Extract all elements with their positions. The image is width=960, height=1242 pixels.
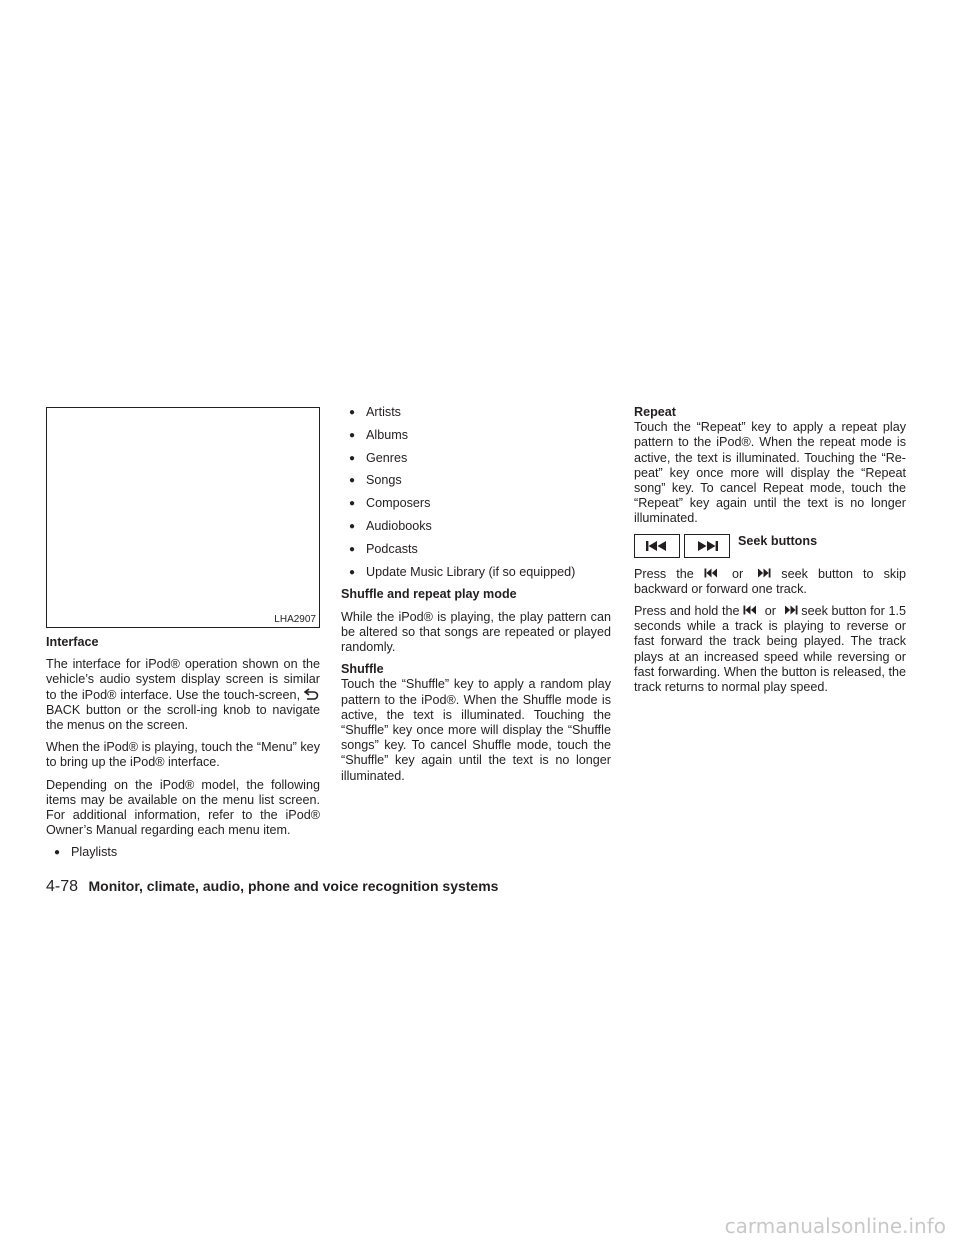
repeat-paragraph: Touch the “Repeat” key to apply a repeat play pattern to the iPod®. When the repeat mode is active, the text is illuminated. Touching the “Re-peat” key once more will display the “Repeat song” key. To cancel Repeat mode, touch the “Repeat” key again until the text is no longer illuminated. [634, 420, 906, 526]
menu-list-col1 [46, 845, 320, 860]
seek-back-icon [704, 568, 718, 578]
shuffle-repeat-paragraph: While the iPod® is playing, the play pattern can be altered so that songs are repeated or played randomly. [341, 609, 611, 654]
list-item: ● Composers [341, 496, 611, 511]
list-item: ● Albums [341, 428, 611, 443]
figure-label: LHA2907 [274, 614, 316, 625]
seek-buttons-label: Seek buttons [738, 534, 818, 549]
seek-forward-icon [757, 568, 771, 578]
seek-press-b: seek button to skip backward or forward one track. [634, 566, 907, 596]
repeat-heading: Repeat [634, 405, 676, 419]
seek-or-1: or [731, 566, 744, 581]
seek-hold-paragraph [634, 604, 906, 695]
back-arrow-icon [304, 688, 320, 700]
list-item: ● Artists [341, 405, 611, 420]
interface-paragraph-1-a: The interface for iPod® operation shown on the vehicle’s audio system display screen is similar to the iPod® interface. Use the touch-screen, [46, 657, 320, 702]
interface-heading: Interface [46, 635, 99, 649]
list-item: ● Podcasts [341, 542, 611, 557]
seek-or-2: or [764, 604, 776, 619]
shuffle-paragraph: Touch the “Shuffle” key to apply a random play pattern to the iPod®. When the Shuffle mode is active, the text is illuminated. Touching the “Shuffle” key once more will display the “Shuffle songs” key. To cancel Shuffle mode, touch the “Shuffle” key again until the text is no longer illuminated. [341, 677, 611, 783]
interface-paragraph-1-b: BACK button or the scroll-ing knob to navigate the menus on the screen. [46, 702, 320, 733]
list-item: ● Update Music Library (if so equipped) [341, 565, 611, 580]
section-title: Monitor, climate, audio, phone and voice recognition systems [88, 878, 499, 894]
column-1 [46, 635, 320, 868]
watermark: carmanualsonline.info [724, 1214, 946, 1238]
seek-forward-icon [695, 540, 719, 552]
interface-paragraph-2: When the iPod® is playing, touch the “Menu” key to bring up the iPod® interface. [46, 740, 320, 770]
column-3 [634, 405, 906, 702]
list-item: ● Playlists [46, 845, 320, 860]
menu-list-col2 [341, 405, 611, 580]
list-item: ● Songs [341, 473, 611, 488]
seek-back-button-illustration [634, 534, 680, 558]
column-2 [341, 405, 611, 791]
seek-forward-button-illustration [684, 534, 730, 558]
seek-press-paragraph [634, 567, 906, 597]
shuffle-repeat-heading: Shuffle and repeat play mode [341, 587, 517, 602]
seek-back-icon [743, 605, 757, 615]
list-item: ● Audiobooks [341, 519, 611, 534]
interface-paragraph-3: Depending on the iPod® model, the following items may be available on the menu list screen. For additional information, refer to the iPod® Owner’s Manual regarding each menu item. [46, 777, 320, 838]
interface-paragraph-1 [46, 657, 320, 733]
seek-hold-b: seek button for 1.5 seconds while a track is playing to reverse or fast forward the track being played. The track plays at an increased speed while reversing or fast forwarding. When the button is released, the track returns to normal play speed. [634, 604, 907, 695]
page-number: 4-78 [46, 878, 79, 895]
figure-image [46, 407, 320, 628]
seek-press-a: Press the [634, 566, 694, 581]
list-item: ● Genres [341, 451, 611, 466]
page-footer [46, 876, 498, 897]
seek-back-icon [645, 540, 669, 552]
seek-hold-a: Press and hold the [634, 604, 740, 619]
seek-buttons-figure [634, 534, 906, 558]
shuffle-heading: Shuffle [341, 662, 384, 677]
seek-forward-icon [784, 605, 798, 615]
